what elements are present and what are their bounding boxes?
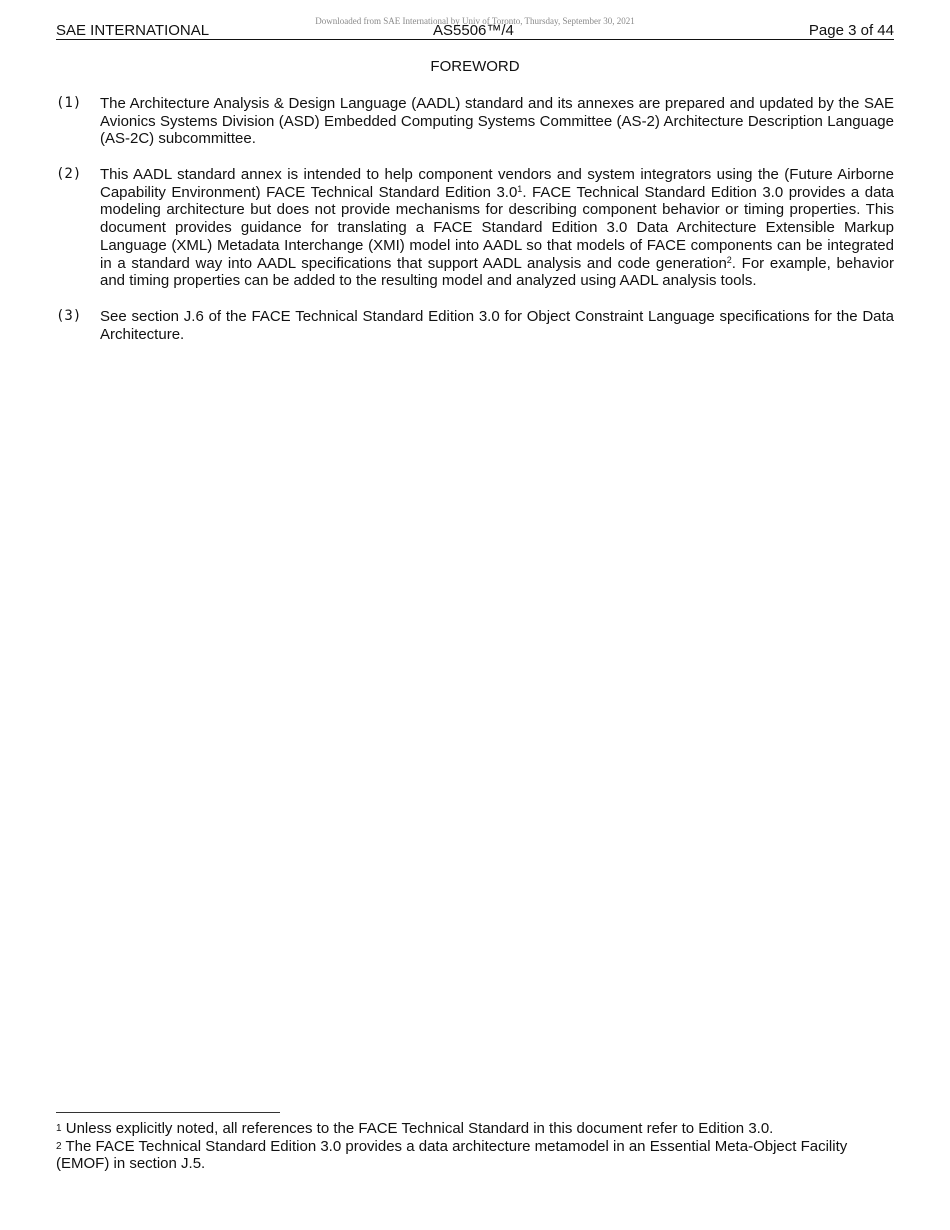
header-organization: SAE INTERNATIONAL [56, 22, 210, 39]
footnote-divider [56, 1112, 280, 1113]
paragraph-number: (2) [56, 166, 82, 182]
footnote-ref-2[interactable]: 2 [726, 254, 732, 265]
download-watermark: Downloaded from SAE International by Univ of Toronto, Thursday, September 30, 2021 [315, 16, 635, 26]
footnote-mark: 1 [56, 1123, 62, 1134]
paragraph-1 [56, 95, 894, 148]
footnote-1 [56, 1120, 894, 1138]
footnote-text: The FACE Technical Standard Edition 3.0 provides a data architecture metamodel in an Essential Meta-Object Facility (EMOF) in section J.5. [56, 1137, 848, 1172]
paragraph-number: (3) [56, 308, 82, 324]
footnotes [56, 1120, 894, 1173]
paragraph-text-part: . FACE Technical Standard Edition 3.0 provides a data modeling architecture but does not provide mechanisms for describing component behavior or timing properties. This document provides guidance for translating a FACE Standard Edition 3.0 Data Architecture Extensible Markup Language (XML) Metadata Interchange (XMI) model into AADL so that models of FACE components can be integrated in a standard way into AADL specifications that support AADL analysis and code generation [100, 183, 894, 272]
section-title: FOREWORD [430, 58, 520, 75]
header-document-id: AS5506™/4 [433, 22, 514, 39]
paragraph-text: The Architecture Analysis & Design Language (AADL) standard and its annexes are prepared and updated by the SAE Avionics Systems Division (ASD) Embedded Computing Systems Committee (AS-2) Architecture Description Language (AS-2C) subcommittee. [100, 95, 894, 148]
footnote-text: Unless explicitly noted, all references to the FACE Technical Standard in this document refer to Edition 3.0. [65, 1120, 774, 1137]
paragraph-text-part: . For example, behavior and timing properties can be added to the resulting model and analyzed using AADL analysis tools. [100, 254, 894, 290]
paragraph-2 [56, 166, 894, 290]
paragraph-text: See section J.6 of the FACE Technical Standard Edition 3.0 for Object Constraint Language specifications for the Data Architecture. [100, 308, 894, 343]
paragraph-text [100, 166, 894, 290]
paragraph-text-part: This AADL standard annex is intended to help component vendors and system integrators using the (Future Airborne Capability Environment) FACE Technical Standard Edition 3.0 [100, 166, 894, 201]
paragraph-3 [56, 308, 894, 343]
footnote-ref-1[interactable]: 1 [517, 183, 523, 194]
footnote-mark: 2 [56, 1140, 62, 1152]
paragraph-number: (1) [56, 95, 82, 111]
footnote-2 [56, 1138, 894, 1173]
page-header [56, 22, 894, 40]
header-page-number: Page 3 of 44 [808, 22, 894, 39]
